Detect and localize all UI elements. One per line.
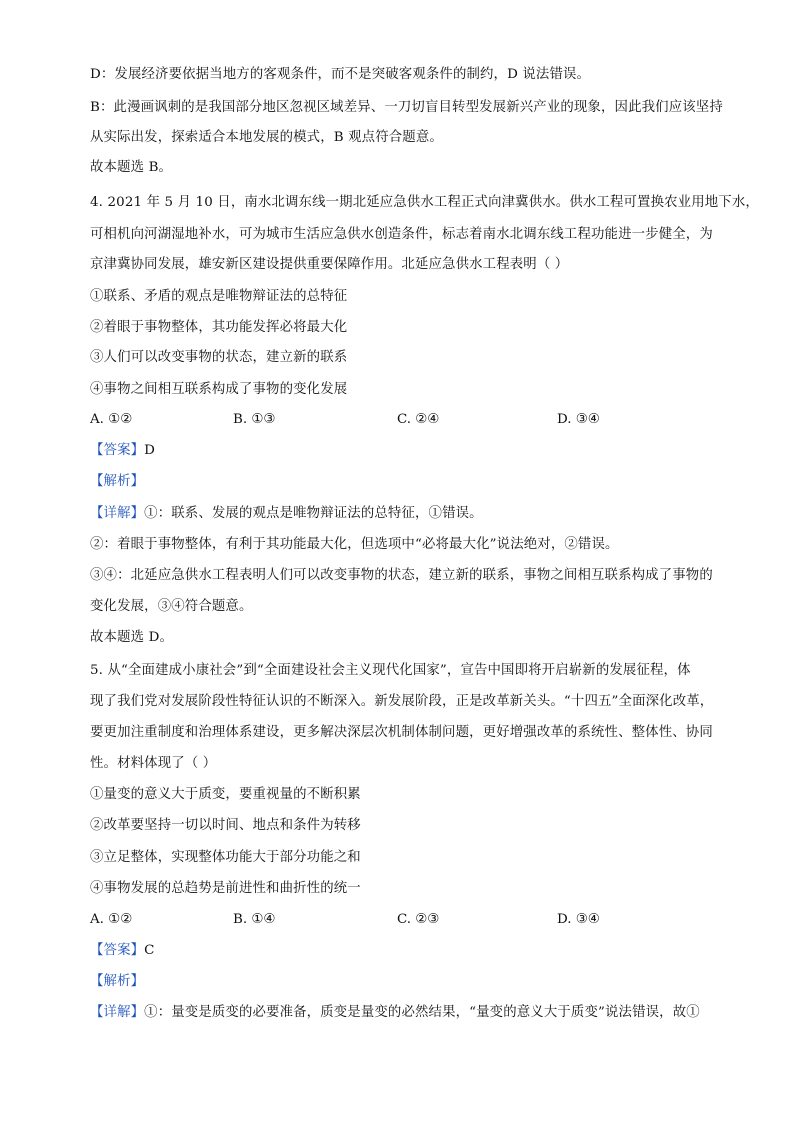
question-4-detail [90,504,720,524]
text-line: ②：着眼于事物整体，有利于其功能最大化，但选项中“必将最大化”说法绝对，②错误。 [90,537,619,552]
question-5-detail [90,1003,720,1023]
option-c: C. ②④ [397,412,440,427]
detail-tag: 【详解】 [90,1005,145,1020]
question-5-stem: 要更加注重制度和治理体系建设，更多解决深层次机制体制问题，更好增强改革的系统性、整体性、协同 [90,725,713,740]
detail-text: ①：联系、发展的观点是唯物辩证法的总特征，①错误。 [144,506,483,521]
question-4-statement: ③人们可以改变事物的状态，建立新的联系 [90,350,348,365]
question-5-stem: 5. 从“全面建成小康社会”到“全面建设社会主义现代化国家”，宣告中国即将开启崭新的发展征程，体 [90,663,691,678]
text-line: B：此漫画讽刺的是我国部分地区忽视区域差异、一刀切盲目转型发展新兴产业的现象，因此我们应该坚持 [90,100,723,115]
option-d: D. ③④ [557,412,600,427]
question-5-statement: ③立足整体，实现整体功能大于部分功能之和 [90,850,361,865]
analysis-tag: 【解析】 [90,974,145,989]
answer-value: D [144,443,156,458]
question-4-statement: ②着眼于事物整体，其功能发挥必将最大化 [90,320,348,335]
question-5-statement: ④事物发展的总趋势是前进性和曲折性的统一 [90,881,361,896]
option-c: C. ②③ [397,912,440,927]
question-5-statement: ①量变的意义大于质变，要重视量的不断积累 [90,787,361,802]
option-d: D. ③④ [557,912,600,927]
text-line: 从实际出发，探索适合本地发展的模式，B 观点符合题意。 [90,130,443,145]
option-a: A. ①② [90,912,133,927]
text-line: 故本题选 D。 [90,630,173,645]
question-4-statement: ④事物之间相互联系构成了事物的变化发展 [90,382,348,397]
question-4-answer [90,441,720,461]
question-5-analysis-heading [90,972,720,992]
question-5-answer [90,941,720,961]
question-5-statement: ②改革要坚持一切以时间、地点和条件为转移 [90,818,361,833]
option-b: B. ①③ [233,412,276,427]
answer-tag: 【答案】 [90,943,145,958]
detail-tag: 【详解】 [90,506,145,521]
answer-tag: 【答案】 [90,443,145,458]
text-line: D：发展经济要依据当地方的客观条件，而不是突破客观条件的制约，D 说法错误。 [90,67,591,82]
text-line: ③④：北延应急供水工程表明人们可以改变事物的状态，建立新的联系，事物之间相互联系构成了事物的 [90,568,713,583]
text-line: 变化发展，③④符合题意。 [90,599,253,614]
question-5-stem: 现了我们党对发展阶段性特征认识的不断深入。新发展阶段，正是改革新关头。“十四五”全面深化改革， [90,694,714,709]
question-4-stem: 4. 2021 年 5 月 10 日，南水北调东线一期北延应急供水工程正式向津冀供水。供水工程可置换农业用地下水， [90,195,759,210]
option-a: A. ①② [90,412,133,427]
detail-text: ①：量变是质变的必要准备，质变是量变的必然结果，“量变的意义大于质变”说法错误，故① [144,1005,700,1020]
question-4-stem: 可相机向河湖湿地补水，可为城市生活应急供水创造条件，标志着南水北调东线工程功能进一步健全，为 [90,227,713,242]
question-4-statement: ①联系、矛盾的观点是唯物辩证法的总特征 [90,289,348,304]
question-4-stem: 京津冀协同发展，雄安新区建设提供重要保障作用。北延应急供水工程表明（ ） [90,257,569,272]
answer-value: C [144,943,155,958]
question-5-stem: 性。材料体现了（ ） [90,756,217,771]
text-line: 故本题选 B。 [90,160,173,175]
question-4-analysis-heading [90,472,720,492]
analysis-tag: 【解析】 [90,474,145,489]
option-b: B. ①④ [233,912,276,927]
